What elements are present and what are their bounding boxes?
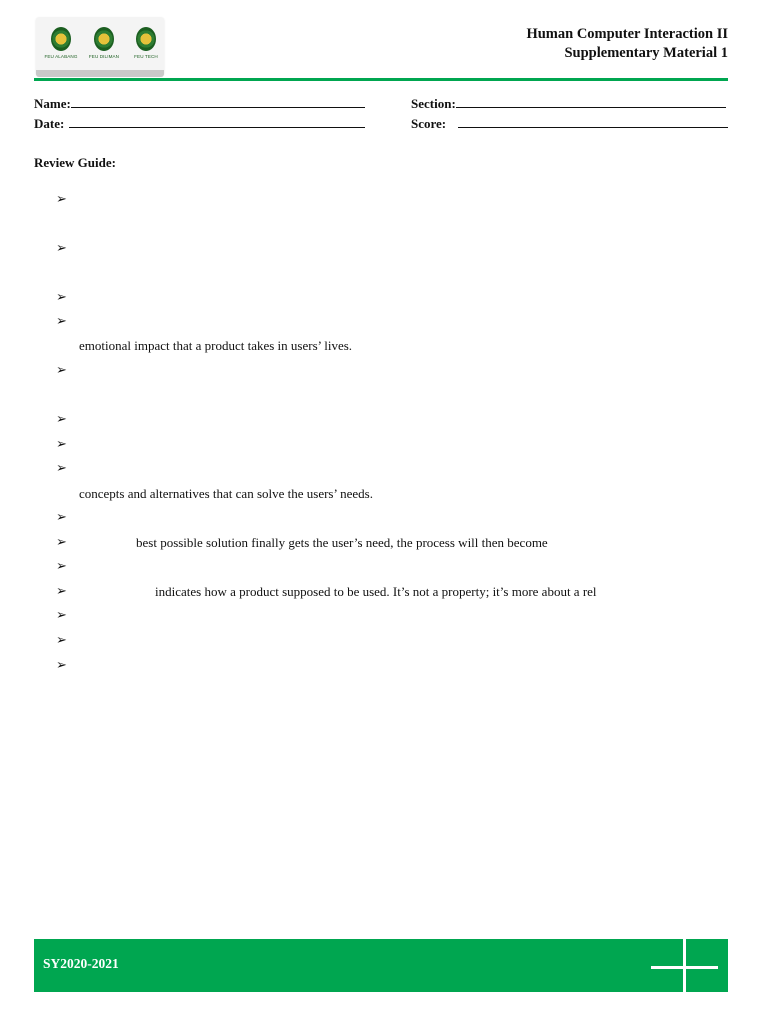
feu-diliman-seal-icon — [94, 27, 114, 51]
bullet-icon: ➢ — [56, 583, 67, 598]
name-field — [34, 95, 365, 112]
footer-cross-vertical — [683, 939, 686, 992]
bullet-icon: ➢ — [56, 289, 67, 304]
bullet-icon: ➢ — [56, 313, 67, 328]
bullet-icon: ➢ — [56, 362, 67, 377]
material-title: Supplementary Material 1 — [564, 45, 728, 61]
bullet-icon: ➢ — [56, 558, 67, 573]
name-blank[interactable] — [71, 95, 365, 108]
bullet-icon: ➢ — [56, 607, 67, 622]
bullet-icon: ➢ — [56, 632, 67, 647]
review-text-concepts: concepts and alternatives that can solve the users’ needs. — [79, 486, 373, 501]
name-label: Name: — [34, 96, 71, 111]
feu-tech-seal-icon — [136, 27, 156, 51]
course-title: Human Computer Interaction II — [526, 26, 728, 42]
bullet-icon: ➢ — [56, 436, 67, 451]
review-guide-heading: Review Guide: — [34, 155, 116, 170]
bullet-icon: ➢ — [56, 191, 67, 206]
review-text-emotional-impact: emotional impact that a product takes in users’ lives. — [79, 338, 353, 353]
score-label: Score: — [411, 116, 447, 131]
school-year-label: SY2020-2021 — [43, 956, 119, 971]
section-blank[interactable] — [456, 95, 726, 108]
bullet-icon: ➢ — [56, 509, 67, 524]
header-divider — [34, 78, 728, 81]
bullet-icon: ➢ — [56, 240, 67, 255]
date-label: Date: — [34, 116, 65, 131]
feu-alabang-seal-icon — [51, 27, 71, 51]
date-field — [34, 115, 365, 132]
document-title — [526, 25, 728, 63]
logo-label: FEU DILIMAN — [88, 54, 120, 59]
logo-label: FEU ALABANG — [44, 54, 78, 59]
bullet-icon: ➢ — [56, 657, 67, 672]
bullet-icon: ➢ — [56, 411, 67, 426]
section-label: Section: — [411, 96, 456, 111]
school-logos — [36, 17, 164, 75]
logo-underbar — [36, 70, 164, 77]
bullet-icon: ➢ — [56, 534, 67, 549]
logo-label: FEU TECH — [134, 54, 158, 59]
bullet-icon: ➢ — [56, 460, 67, 475]
review-text-indicates: indicates how a product supposed to be used. It’s not a property; it’s more about a rel — [155, 584, 597, 599]
score-blank[interactable] — [458, 115, 728, 128]
review-text-best-solution: best possible solution finally gets the user’s need, the process will then become — [136, 535, 548, 550]
page-footer — [34, 939, 728, 992]
date-blank[interactable] — [69, 115, 365, 128]
score-field — [411, 115, 728, 132]
section-field — [411, 95, 726, 112]
